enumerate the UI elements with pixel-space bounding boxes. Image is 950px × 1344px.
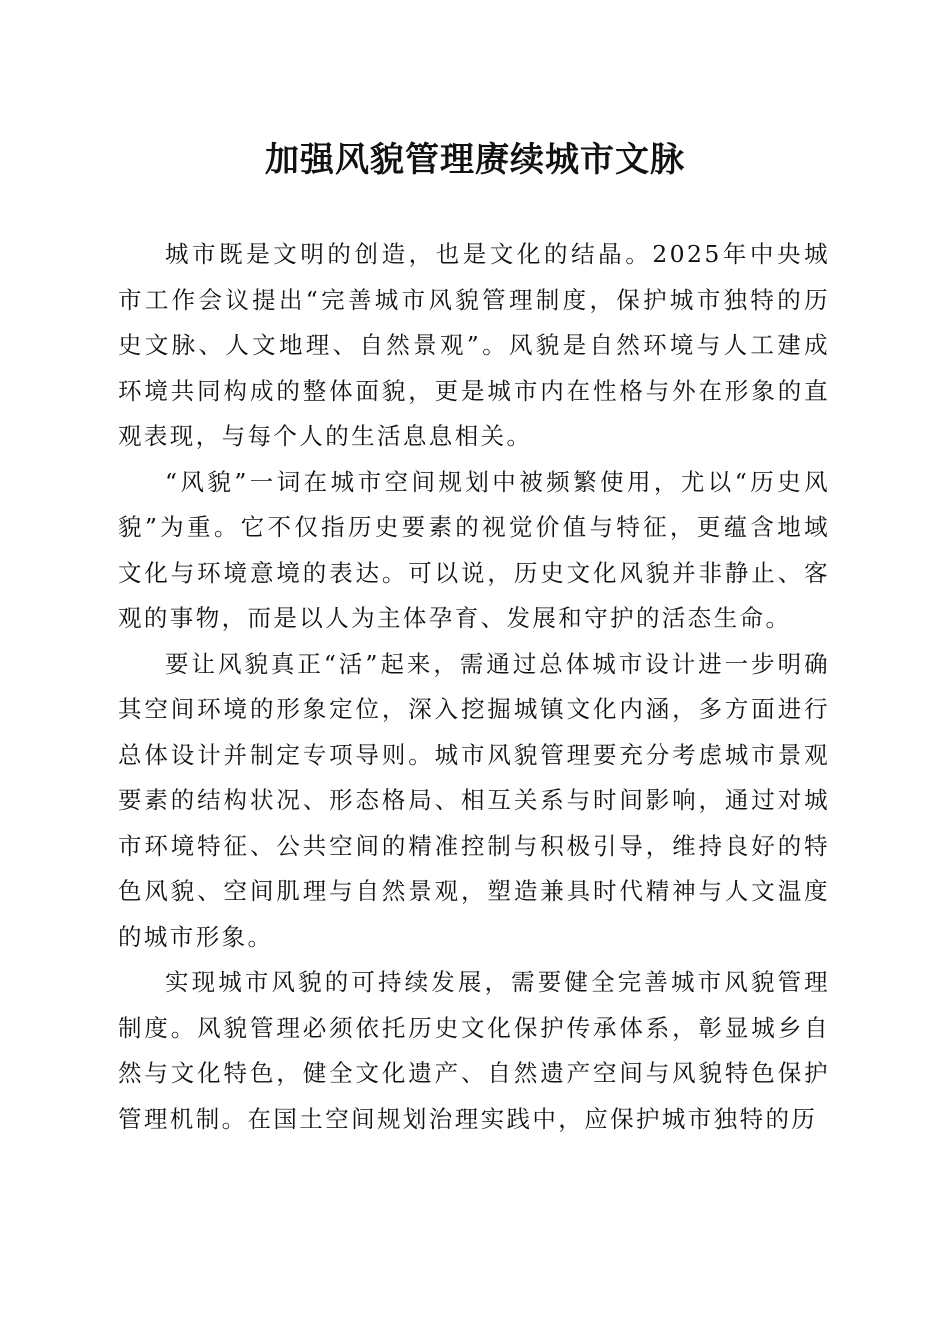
paragraph-3: 要让风貌真正“活”起来，需通过总体城市设计进一步明确其空间环境的形象定位，深入挖掘城镇文化内涵，多方面进行总体设计并制定专项导则。城市风貌管理要充分考虑城市景观要素的结构状况、形态格局、相互关系与时间影响，通过对城市环境特征、公共空间的精准控制与积极引导，维持良好的特色风貌、空间肌理与自然景观，塑造兼具时代精神与人文温度的城市形象。 <box>118 649 830 951</box>
paragraph-4: 实现城市风貌的可持续发展，需要健全完善城市风貌管理制度。风貌管理必须依托历史文化保护传承体系，彰显城乡自然与文化特色，健全文化遗产、自然遗产空间与风貌特色保护管理机制。在国土空间规划治理实践中，应保护城市独特的历 <box>118 968 830 1133</box>
paragraph-2: “风貌”一词在城市空间规划中被频繁使用，尤以“历史风貌”为重。它不仅指历史要素的视觉价值与特征，更蕴含地域文化与环境意境的表达。可以说，历史文化风貌并非静止、客观的事物，而是以人为主体孕育、发展和守护的活态生命。 <box>118 467 830 632</box>
document-body <box>118 232 830 1142</box>
document-title: 加强风貌管理赓续城市文脉 <box>265 140 685 180</box>
paragraph-1: 城市既是文明的创造，也是文化的结晶。2025年中央城市工作会议提出“完善城市风貌管理制度，保护城市独特的历史文脉、人文地理、自然景观”。风貌是自然环境与人工建成环境共同构成的整体面貌，更是城市内在性格与外在形象的直观表现，与每个人的生活息息相关。 <box>118 240 830 450</box>
